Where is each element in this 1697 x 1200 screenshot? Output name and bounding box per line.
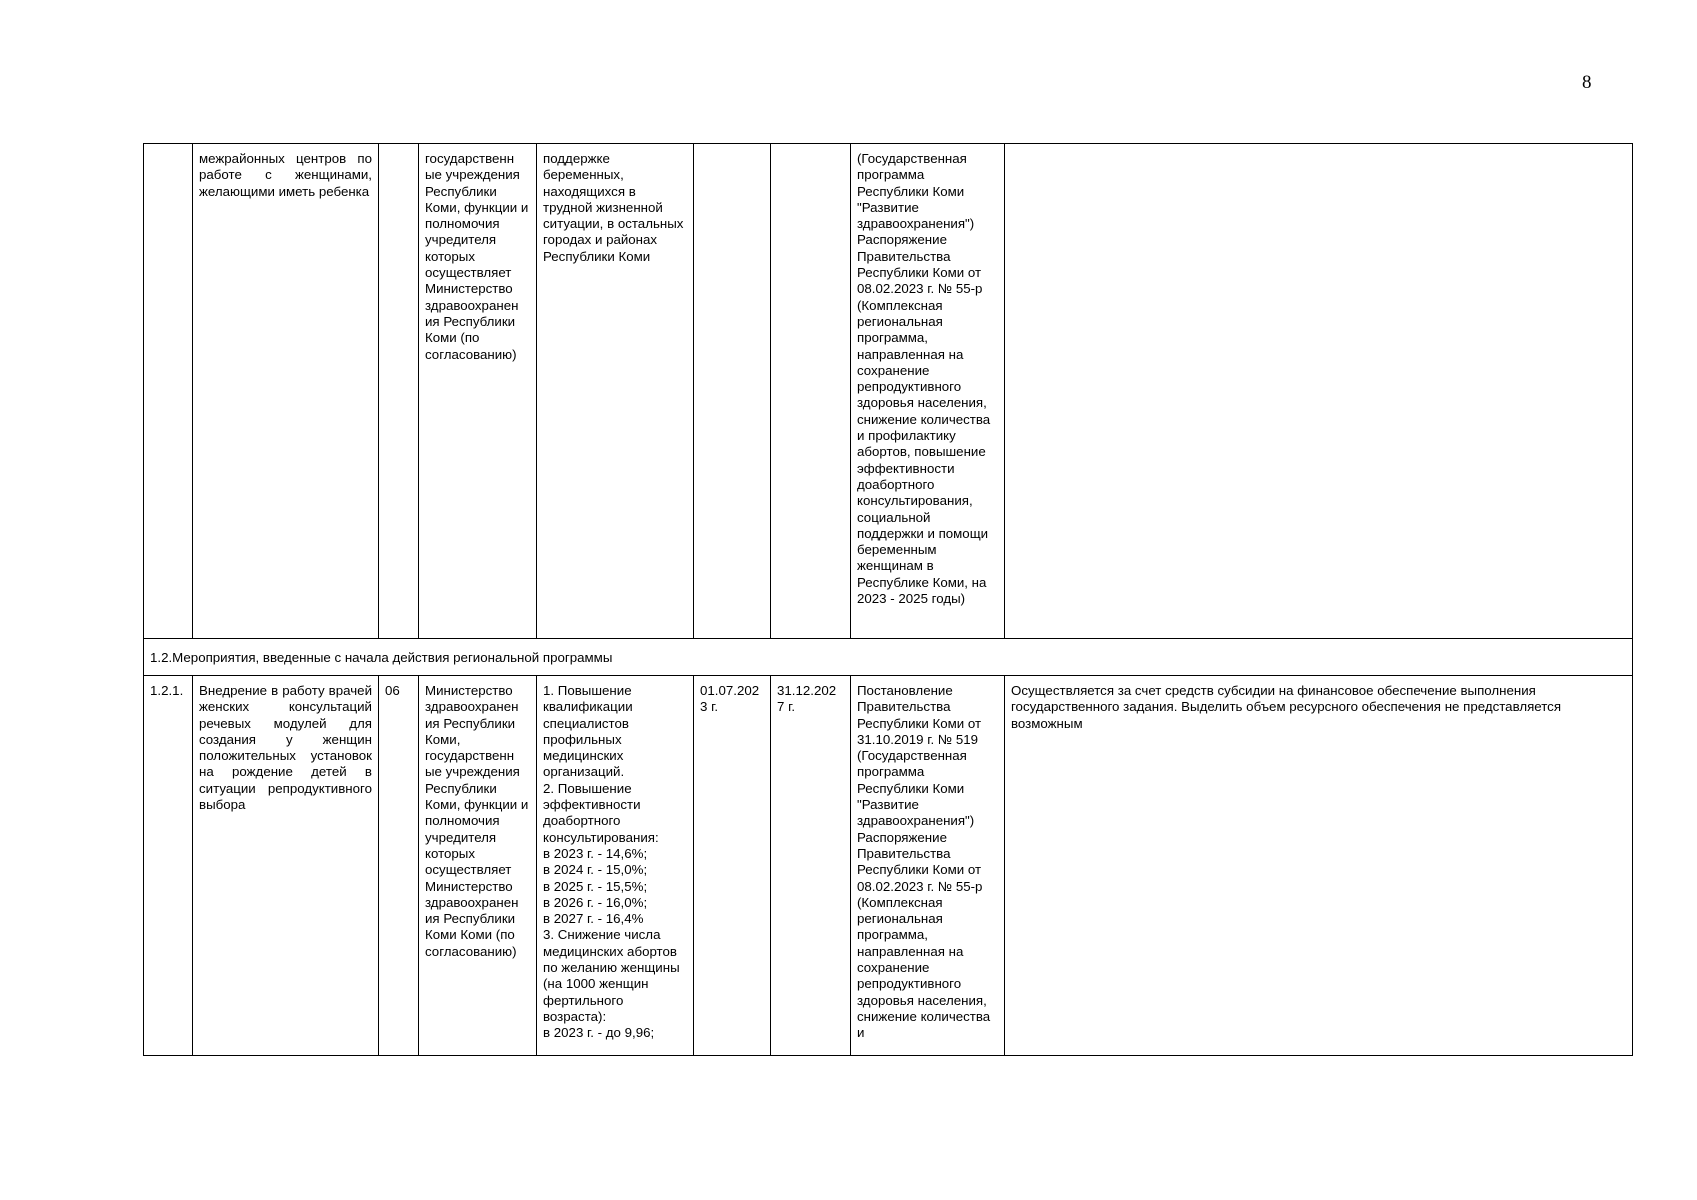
cell-start-date bbox=[694, 144, 771, 639]
cell-number bbox=[144, 144, 193, 639]
cell-executor: государственн ые учреждения Республики Коми, функции и полномочия учредителя которых осуществляет Министерство здравоохранен ия Республики Коми (по согласованию) bbox=[419, 144, 537, 639]
table-row bbox=[144, 676, 1633, 1056]
cell-note bbox=[1005, 144, 1633, 639]
cell-start-date: 01.07.202 3 г. bbox=[694, 676, 771, 1056]
cell-executor: Министерство здравоохранен ия Республики Коми, государственн ые учреждения Республики Коми, функции и полномочия учредителя которых осуществляет Министерство здравоохранен ия Республики Коми Коми (по согласованию) bbox=[419, 676, 537, 1056]
cell-legal-basis: (Государственная программа Республики Коми "Развитие здравоохранения") Распоряжение Правительства Республики Коми от 08.02.2023 г. № 55-р (Комплексная региональная программа, направленная на сохранение репродуктивного здоровья населения, снижение количества и профилактику абортов, повышение эффективности доабортного консультирования, социальной поддержки и помощи беременным женщинам в Республике Коми, на 2023 - 2025 годы) bbox=[851, 144, 1005, 639]
table-row bbox=[144, 144, 1633, 639]
cell-note: Осуществляется за счет средств субсидии на финансовое обеспечение выполнения государственного задания. Выделить объем ресурсного обеспечения не представляется возможным bbox=[1005, 676, 1633, 1056]
measures-table bbox=[143, 143, 1633, 1056]
section-header-row bbox=[144, 639, 1633, 676]
cell-number: 1.2.1. bbox=[144, 676, 193, 1056]
section-header: 1.2.Мероприятия, введенные с начала действия региональной программы bbox=[144, 639, 1633, 676]
cell-code: 06 bbox=[379, 676, 419, 1056]
cell-code bbox=[379, 144, 419, 639]
cell-expected-result: поддержке беременных, находящихся в трудной жизненной ситуации, в остальных городах и районах Республики Коми bbox=[537, 144, 694, 639]
cell-end-date: 31.12.202 7 г. bbox=[771, 676, 851, 1056]
cell-measure-name: межрайонных центров по работе с женщинами, желающими иметь ребенка bbox=[193, 144, 379, 639]
cell-legal-basis: Постановление Правительства Республики Коми от 31.10.2019 г. № 519 (Государственная программа Республики Коми "Развитие здравоохранения") Распоряжение Правительства Республики Коми от 08.02.2023 г. № 55-р (Комплексная региональная программа, направленная на сохранение репродуктивного здоровья населения, снижение количества и bbox=[851, 676, 1005, 1056]
cell-end-date bbox=[771, 144, 851, 639]
cell-measure-name: Внедрение в работу врачей женских консультаций речевых модулей для создания у женщин положительных установок на рождение детей в ситуации репродуктивного выбора bbox=[193, 676, 379, 1056]
cell-expected-result: 1. Повышение квалификации специалистов профильных медицинских организаций. 2. Повышение эффективности доабортного консультирования: в 2023 г. - 14,6%; в 2024 г. - 15,0%; в 2025 г. - 15,5%; в 2026 г. - 16,0%; в 2027 г. - 16,4% 3. Снижение числа медицинских абортов по желанию женщины (на 1000 женщин фертильного возраста): в 2023 г. - до 9,96; bbox=[537, 676, 694, 1056]
page-number: 8 bbox=[1582, 72, 1592, 93]
